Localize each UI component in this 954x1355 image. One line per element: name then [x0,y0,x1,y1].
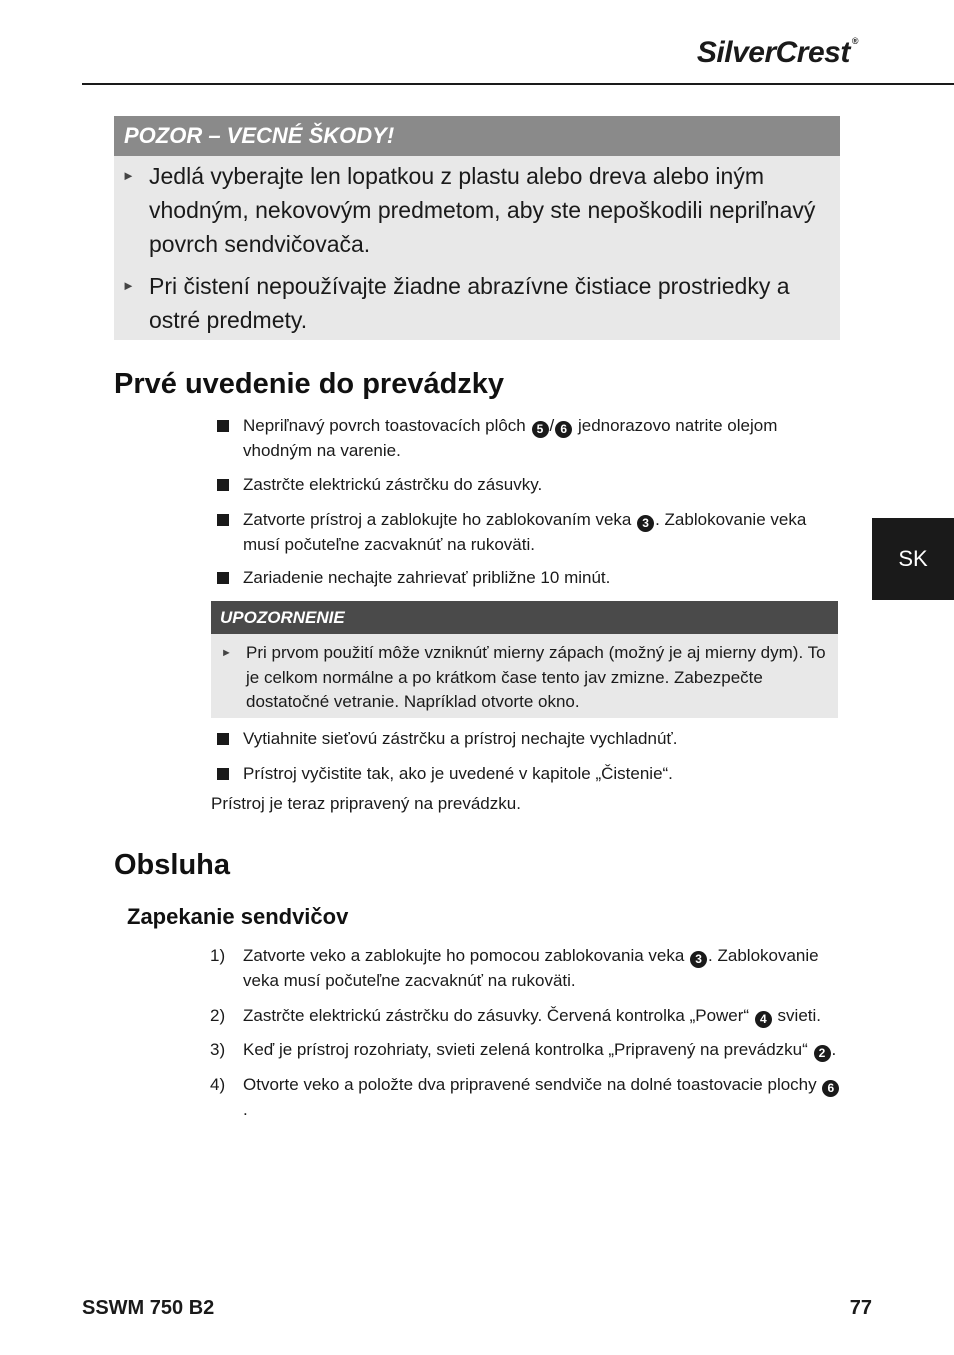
section-title: Prvé uvedenie do prevádzky [114,368,505,400]
arrow-bullet-icon: ► [221,647,232,659]
step-text: . [831,1040,837,1059]
square-bullet-icon [217,768,229,780]
numbered-step [210,943,843,993]
subsection-title: Zapekanie sendvičov [127,904,349,929]
step-text: . Zablokovanie veka musí počuteľne zacvaknúť na rukoväti. [243,946,819,990]
square-bullet-icon [217,733,229,745]
ref-number-badge: 6 [555,421,572,438]
list-item [243,727,840,752]
step-number: 2) [210,1006,226,1025]
item-text: Zariadenie nechajte zahrievať približne 10 minút. [243,568,611,587]
item-text: Nepriľnavý povrch toastovacích plôch [243,416,531,435]
square-bullet-icon [217,479,229,491]
step-text: Zatvorte veko a zablokujte ho pomocou zablokovania veka [243,946,690,965]
numbered-step [210,1003,843,1028]
step-text: Zastrčte elektrickú zástrčku do zásuvky. Červená kontrolka „Power“ [243,1006,754,1025]
header-rule [82,83,954,85]
separator: / [549,416,555,435]
warning-item [114,269,840,337]
step-number: 1) [210,946,226,965]
list-item [243,762,840,787]
registered-mark: ® [851,36,858,46]
step-text: Keď je prístroj rozohriaty, svieti zelená kontrolka „Pripravený na prevádzku“ [243,1040,813,1059]
square-bullet-icon [217,572,229,584]
note-title: UPOZORNENIE [211,601,838,634]
item-text: Prístroj vyčistite tak, ako je uvedené v kapitole „Čistenie“. [243,764,673,783]
footer-model: SSWM 750 B2 [82,1297,215,1319]
note-item [211,641,838,715]
warning-item [114,159,840,261]
list-item [243,508,840,557]
arrow-bullet-icon: ► [122,168,135,183]
page-number: 77 [849,1297,872,1319]
list-item [243,473,840,498]
square-bullet-icon [217,514,229,526]
item-text: Vytiahnite sieťovú zástrčku a prístroj nechajte vychladnúť. [243,729,678,748]
step-number: 4) [210,1075,226,1094]
ready-text: Prístroj je teraz pripravený na prevádzku. [211,794,521,813]
section-title: Obsluha [114,849,231,881]
ref-number-badge: 6 [822,1080,839,1097]
note-text: Pri prvom použití môže vzniknúť mierny zápach (možný je aj mierny dym). To je celkom normálne a po krátkom čase tento jav zmizne. Zabezpečte dostatočné vetranie. Napríklad otvorte okno. [246,643,826,711]
arrow-bullet-icon: ► [122,278,135,293]
list-item [243,414,840,463]
brand-name: SilverCrest [696,36,850,69]
list-item [243,566,840,591]
step-number: 3) [210,1040,226,1059]
numbered-step [210,1072,843,1122]
square-bullet-icon [217,420,229,432]
numbered-step [210,1037,843,1062]
warning-box [114,116,840,340]
item-text: Zatvorte prístroj a zablokujte ho zablokovaním veka [243,510,637,529]
step-text: Otvorte veko a položte dva pripravené sendviče na dolné toastovacie plochy [243,1075,822,1094]
note-box [211,601,838,718]
ref-number-badge: 3 [637,515,654,532]
item-text: Zastrčte elektrickú zástrčku do zásuvky. [243,475,543,494]
warning-title: POZOR – VECNÉ ŠKODY! [114,116,840,156]
language-tab: SK [872,518,954,600]
step-text: svieti. [772,1006,821,1025]
warning-text: Pri čistení nepoužívajte žiadne abrazívne čistiace prostriedky a ostré predmety. [149,273,790,333]
step-text: . [243,1100,248,1119]
ref-number-badge: 4 [755,1011,772,1028]
ref-number-badge: 2 [814,1045,831,1062]
ref-number-badge: 5 [532,421,549,438]
warning-text: Jedlá vyberajte len lopatkou z plastu alebo dreva alebo iným vhodným, nekovovým predmetom, aby ste nepoškodili nepriľnavý povrch sendvičovača. [149,163,816,257]
ref-number-badge: 3 [690,951,707,968]
item-text: . Zablokovanie veka musí počuteľne zacvaknúť na rukoväti. [243,510,807,554]
item-text: jednorazovo natrite olejom vhodným na varenie. [243,416,778,460]
brand-logo [697,36,858,70]
